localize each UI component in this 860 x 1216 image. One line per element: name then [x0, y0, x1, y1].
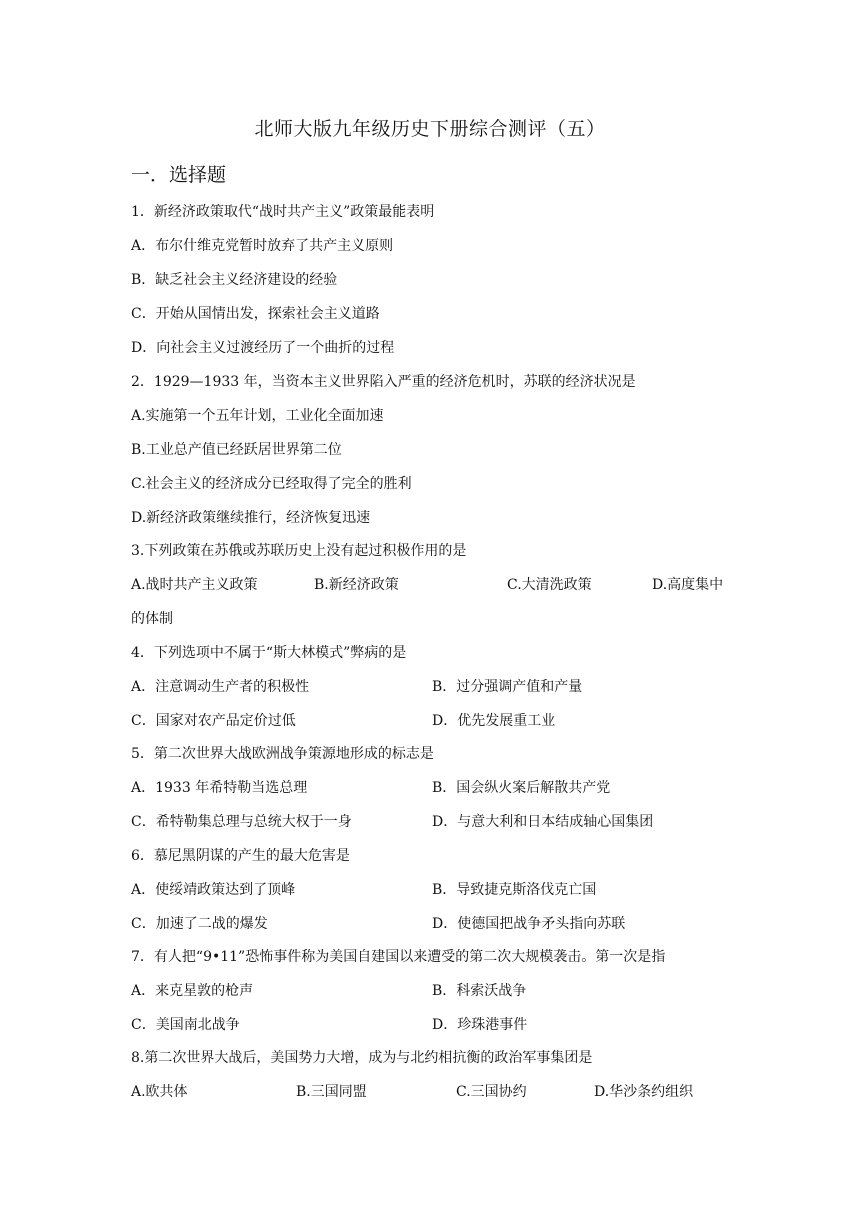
- question-2-option-a: A.实施第一个五年计划，工业化全面加速: [131, 408, 384, 424]
- question-8-option-d: D.华沙条约组织: [594, 1084, 694, 1100]
- question-6-option-a: A．使绥靖政策达到了顶峰: [131, 882, 296, 898]
- question-7-option-a: A．来克星敦的枪声: [131, 983, 254, 999]
- question-8-option-c: C.三国协约: [456, 1084, 527, 1100]
- section-heading: 一．选择题: [131, 164, 227, 186]
- question-4-option-b: B．过分强调产值和产量: [432, 679, 583, 695]
- question-4-option-d: D．优先发展重工业: [432, 713, 556, 729]
- question-6-option-d: D．使德国把战争矛头指向苏联: [432, 916, 626, 932]
- question-3-option-a: A.战时共产主义政策: [131, 577, 258, 593]
- question-1-option-a: A．布尔什维克党暂时放弃了共产主义原则: [131, 238, 394, 254]
- question-1-stem: 1．新经济政策取代“战时共产主义”政策最能表明: [131, 204, 435, 220]
- question-6-option-c: C．加速了二战的爆发: [131, 916, 268, 932]
- document-title: 北师大版九年级历史下册综合测评（五）: [254, 118, 606, 140]
- question-1-option-c: C．开始从国情出发，探索社会主义道路: [131, 306, 380, 322]
- question-7-option-d: D．珍珠港事件: [432, 1017, 528, 1033]
- question-5-option-c: C．希特勒集总理与总统大权于一身: [131, 814, 352, 830]
- question-6-stem: 6．慕尼黑阴谋的产生的最大危害是: [131, 848, 350, 864]
- question-5-option-a: A．1933 年希特勒当选总理: [131, 780, 308, 796]
- question-3-stem: 3.下列政策在苏俄或苏联历史上没有起过积极作用的是: [131, 543, 467, 559]
- question-8-stem: 8.第二次世界大战后，美国势力大增，成为与北约相抗衡的政治军事集团是: [131, 1050, 593, 1066]
- question-7-option-b: B．科索沃战争: [432, 983, 527, 999]
- question-4-option-a: A．注意调动生产者的积极性: [131, 679, 310, 695]
- question-2-option-b: B.工业总产值已经跃居世界第二位: [131, 442, 342, 458]
- question-3-option-d: D.高度集中: [652, 577, 724, 593]
- question-7-stem: 7．有人把“9•11”恐怖事件称为美国自建国以来遭受的第二次大规模袭击。第一次是指: [131, 949, 666, 965]
- question-3-option-c: C.大清洗政策: [507, 577, 592, 593]
- question-6-option-b: B．导致捷克斯洛伐克亡国: [432, 882, 597, 898]
- question-1-option-d: D．向社会主义过渡经历了一个曲折的过程: [131, 340, 395, 356]
- question-7-option-c: C．美国南北战争: [131, 1017, 240, 1033]
- question-3-option-b: B.新经济政策: [314, 577, 399, 593]
- question-5-option-b: B．国会纵火案后解散共产党: [432, 780, 611, 796]
- question-2-stem: 2．1929—1933 年，当资本主义世界陷入严重的经济危机时，苏联的经济状况是: [131, 374, 636, 390]
- question-8-option-a: A.欧共体: [131, 1084, 188, 1100]
- question-4-option-c: C．国家对农产品定价过低: [131, 713, 296, 729]
- question-4-stem: 4．下列选项中不属于“斯大林模式”弊病的是: [131, 645, 407, 661]
- question-8-option-b: B.三国同盟: [296, 1084, 367, 1100]
- question-5-stem: 5．第二次世界大战欧洲战争策源地形成的标志是: [131, 746, 434, 762]
- question-2-option-d: D.新经济政策继续推行，经济恢复迅速: [131, 510, 371, 526]
- question-3-option-d-continued: 的体制: [131, 611, 173, 627]
- question-5-option-d: D．与意大利和日本结成轴心国集团: [432, 814, 654, 830]
- question-2-option-c: C.社会主义的经济成分已经取得了完全的胜利: [131, 476, 412, 492]
- question-1-option-b: B．缺乏社会主义经济建设的经验: [131, 272, 338, 288]
